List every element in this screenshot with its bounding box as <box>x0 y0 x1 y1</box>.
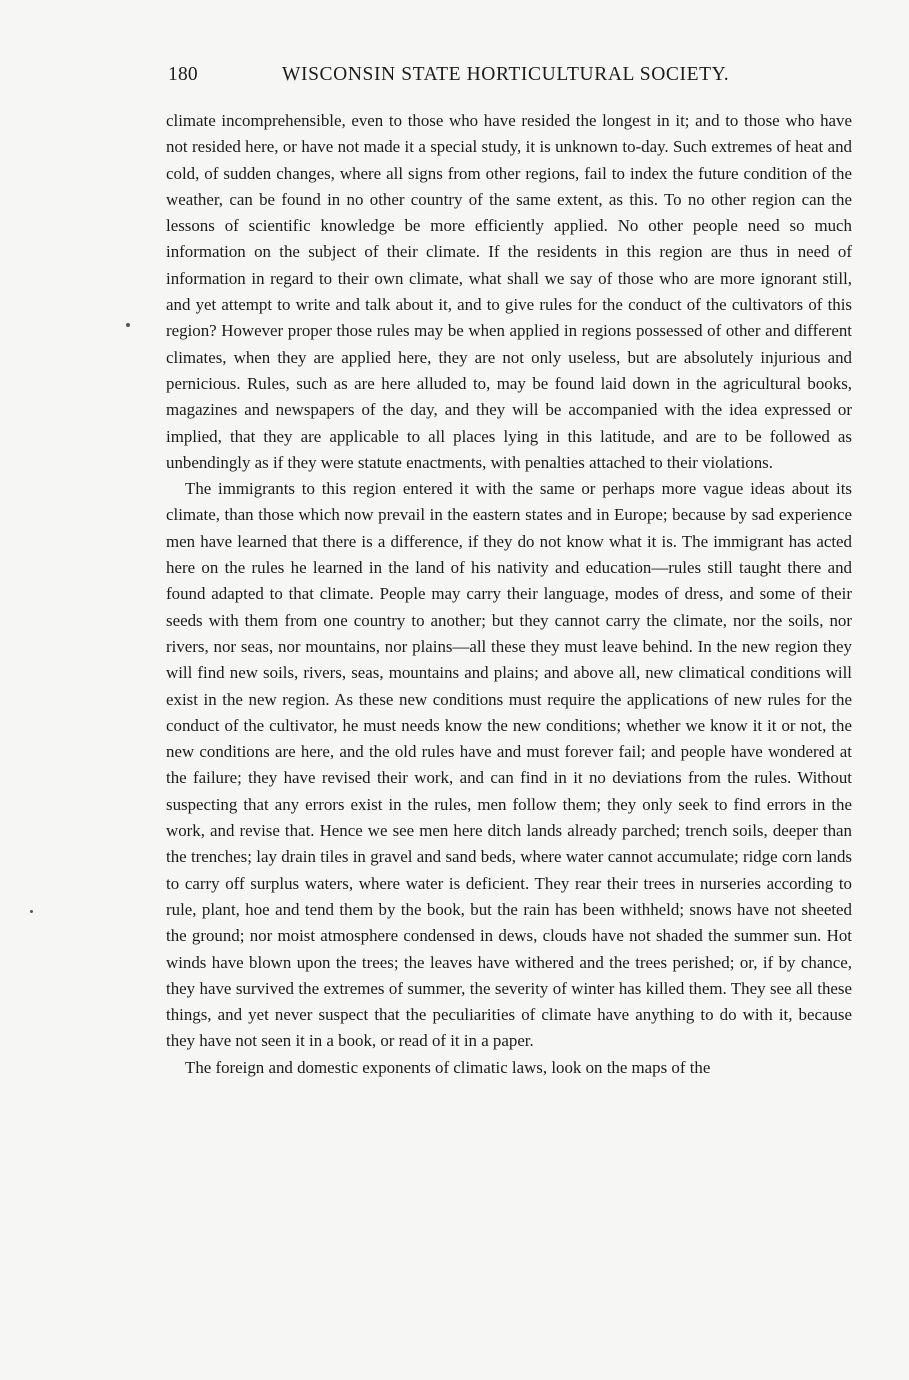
print-speck <box>126 323 130 327</box>
paragraph-continued: climate incomprehensible, even to those who have resided the longest in it; and to those who have not resided here, or have not made it a special study, it is unknown to-day. Such extremes of heat and cold, of sudden changes, where all signs from other regions, fail to index the future condition of the weather, can be found in no other country of the same extent, as this. To no other region can the lessons of scientific knowledge be more efficiently applied. No other people need so much information on the subject of their climate. If the residents in this region are thus in need of information in regard to their own climate, what shall we say of those who are more ignorant still, and yet attempt to write and talk about it, and to give rules for the conduct of the cultivators of this region? However proper those rules may be when applied in regions possessed of other and different climates, when they are applied here, they are not only useless, but are absolutely injurious and pernicious. Rules, such as are here alluded to, may be found laid down in the agricultural books, magazines and newspapers of the day, and they will be accompanied with the idea expressed or implied, that they are applicable to all places lying in this latitude, and are to be followed as unbendingly as if they were statute enactments, with penalties attached to their violations. <box>166 111 852 472</box>
page-header <box>166 64 852 92</box>
print-speck <box>30 910 33 913</box>
running-head: WISCONSIN STATE HORTICULTURAL SOCIETY. <box>282 64 730 85</box>
paragraph-foreign-exponents: The foreign and domestic exponents of climatic laws, look on the maps of the <box>185 1057 711 1077</box>
page-number: 180 <box>168 64 198 85</box>
body-text <box>166 108 852 1081</box>
paragraph-immigrants: The immigrants to this region entered it with the same or perhaps more vague ideas about its climate, than those which now prevail in the eastern states and in Europe; because by sad experience men have learned that there is a difference, if they do not know what it is. The immigrant has acted here on the rules he learned in the land of his nativity and education—rules still taught there and found adapted to that climate. People may carry their language, modes of dress, and some of their seeds with them from one country to another; but they cannot carry the climate, nor the soils, nor rivers, nor seas, nor mountains, nor plains—all these they must leave behind. In the new region they will find new soils, rivers, seas, mountains and plains; and above all, new climatical conditions will exist in the new region. As these new conditions must require the applications of new rules for the conduct of the cultivator, he must needs know the new conditions; whether we know it it or not, the new conditions are here, and the old rules have and must forever fail; and people have wondered at the failure; they have revised their work, and can find in it no deviations from the rules. Without suspecting that any errors exist in the rules, men follow them; they only seek to find errors in the work, and revise that. Hence we see men here ditch lands already parched; trench soils, deeper than the trenches; lay drain tiles in gravel and sand beds, where water cannot accumulate; ridge corn lands to carry off surplus waters, where water is deficient. They rear their trees in nurseries according to rule, plant, hoe and tend them by the book, but the rain has been withheld; snows have not sheeted the ground; nor moist atmosphere condensed in dews, clouds have not shaded the summer sun. Hot winds have blown upon the trees; the leaves have withered and the trees perished; or, if by chance, they have survived the extremes of summer, the severity of winter has killed them. They see all these things, and yet never suspect that the peculiarities of climate have anything to do with it, because they have not seen it in a book, or read of it in a paper. <box>166 479 852 1051</box>
